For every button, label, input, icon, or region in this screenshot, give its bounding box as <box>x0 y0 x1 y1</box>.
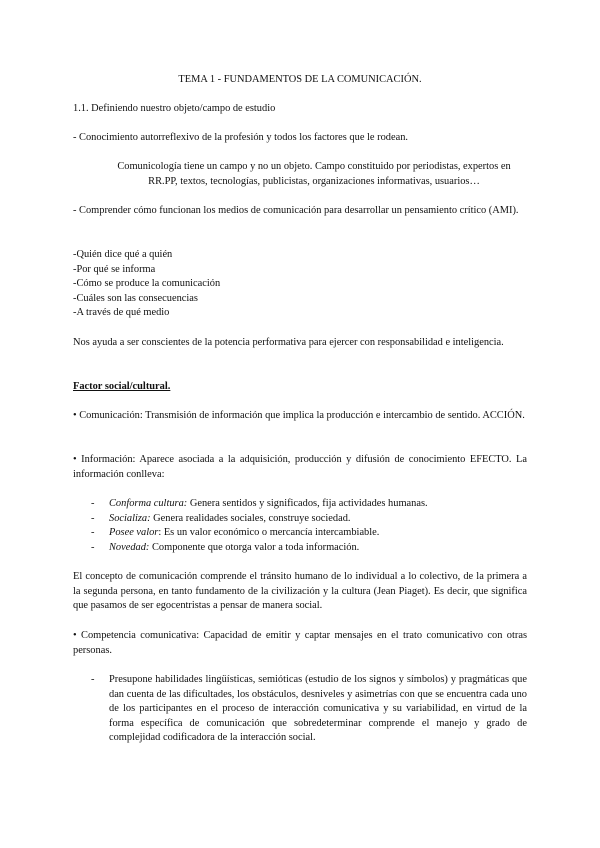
paragraph-comunicacion: • Comunicación: Transmisión de información que implica la producción e intercambio de sentido. ACCIÓN. <box>73 410 525 421</box>
question-item: -A través de qué medio <box>73 307 170 319</box>
list-item: - Conforma cultura: Genera sentidos y significados, fija actividades humanas. <box>91 498 428 509</box>
question-item: -Cuáles son las consecuencias <box>73 292 198 304</box>
list-item: - Socializa: Genera realidades sociales, construye sociedad. <box>91 512 351 524</box>
paragraph-nos-ayuda: Nos ayuda a ser conscientes de la potencia performativa para ejercer con responsabilidad e inteligencia. <box>73 337 504 348</box>
heading-factor-social: Factor social/cultural. <box>73 381 171 392</box>
paragraph-informacion: • Información: Aparece asociada a la adquisición, producción y difusión de conocimiento EFECTO. La información conlleva: <box>73 454 527 480</box>
question-item: -Cómo se produce la comunicación <box>73 278 221 290</box>
paragraph-comprender: - Comprender cómo funcionan los medios de comunicación para desarrollar un pensamiento crítico (AMI). <box>73 205 519 216</box>
paragraph-comunicologia: Comunicología tiene un campo y no un objeto. Campo constituido por periodistas, expertos en RR.PP, textos, tecnologías, publicistas, organizaciones informativas, usuarios… <box>117 161 511 187</box>
page-title: TEMA 1 - FUNDAMENTOS DE LA COMUNICACIÓN. <box>178 74 422 85</box>
paragraph-concepto: El concepto de comunicación comprende el tránsito humano de lo individual a lo colectivo, de la primera a la segunda persona, en tanto fundamento de la civilización y la cultura (Jean Piaget). Es decir, que significa que pasamos de ser egocentristas a pensar de manera social. <box>73 571 527 612</box>
question-item: -Quién dice qué a quién <box>73 249 173 260</box>
section-heading-1-1: 1.1. Definiendo nuestro objeto/campo de estudio <box>73 103 276 114</box>
question-item: -Por qué se informa <box>73 263 156 275</box>
paragraph-presupone: - Presupone habilidades lingüísticas, semióticas (estudio de los signos y símbolos) y pragmáticas que dan cuenta de las dificultades, los obstáculos, desniveles y asimetrías con que se encuentra cada uno de los participantes en el proceso de interacción comunicativa y su variabilidad, en virtud de la forma específica de comunicación que sobredeterminar comprende el manejo y grado de complejidad codificadora de la interacción social. <box>91 674 527 744</box>
list-item: - Posee valor: Es un valor económico o mercancía intercambiable. <box>91 527 380 539</box>
term: Conforma cultura: <box>109 498 188 509</box>
paragraph-conocimiento: - Conocimiento autorreflexivo de la profesión y todos los factores que le rodean. <box>73 132 408 143</box>
term: Socializa: <box>109 512 151 524</box>
questions-list <box>73 248 527 321</box>
term: Novedad: <box>109 541 150 553</box>
informacion-list <box>91 497 521 555</box>
list-item: - Novedad: Componente que otorga valor a toda información. <box>91 541 360 553</box>
term: Posee valor <box>109 527 159 539</box>
paragraph-competencia: • Competencia comunicativa: Capacidad de emitir y captar mensajes en el trato comunicativo con otras personas. <box>73 630 527 656</box>
